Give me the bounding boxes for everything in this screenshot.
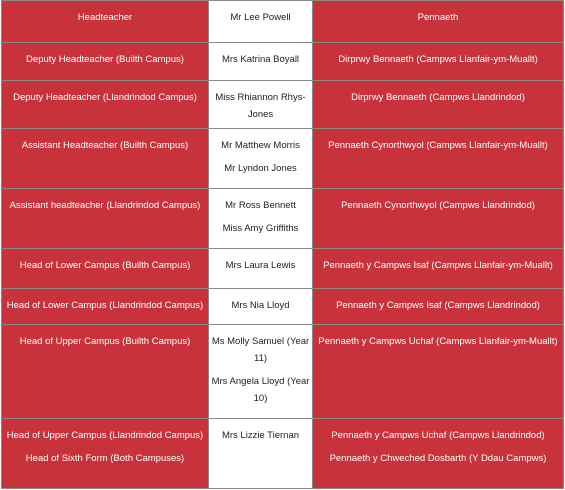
table-row xyxy=(2,249,564,289)
role-en-cell xyxy=(2,419,209,489)
role-cy-cell xyxy=(313,189,564,249)
staff-name: Mr Matthew Morris xyxy=(221,140,300,151)
staff-table-body xyxy=(2,1,564,489)
role-en-cell xyxy=(2,43,209,81)
role-cy-cell xyxy=(313,43,564,81)
staff-name: Mrs Katrina Boyall xyxy=(221,54,300,65)
staff-name: Miss Amy Griffiths xyxy=(222,223,299,234)
role-en-cell xyxy=(2,249,209,289)
staff-name: Ms Molly Samuel (Year 11) xyxy=(211,336,310,364)
role-en-text: Head of Upper Campus (Llandrindod Campus) xyxy=(6,430,204,441)
names-cell xyxy=(209,1,313,43)
role-cy-cell xyxy=(313,129,564,189)
role-cy-text: Pennaeth y Campws Isaf (Campws Llanfair-ym-Muallt) xyxy=(323,260,553,271)
role-cy-cell xyxy=(313,249,564,289)
role-en-text: Assistant headteacher (Llandrindod Campus) xyxy=(9,200,201,211)
role-en-text: Assistant Headteacher (Builth Campus) xyxy=(21,140,189,151)
table-row xyxy=(2,189,564,249)
table-row xyxy=(2,1,564,43)
role-cy-text: Pennaeth Cynorthwyol (Campws Llanfair-ym-Muallt) xyxy=(328,140,548,151)
staff-name: Mrs Laura Lewis xyxy=(225,260,296,271)
staff-name: Mr Ross Bennett xyxy=(225,200,296,211)
role-en-text: Head of Lower Campus (Llandrindod Campus) xyxy=(6,300,204,311)
table-row xyxy=(2,325,564,419)
role-en-text: Head of Sixth Form (Both Campuses) xyxy=(25,453,185,464)
role-cy-text: Pennaeth Cynorthwyol (Campws Llandrindod) xyxy=(341,200,535,211)
role-en-cell xyxy=(2,325,209,419)
staff-name: Mr Lee Powell xyxy=(230,12,291,23)
role-cy-text: Pennaeth y Campws Uchaf (Campws Llandrindod) xyxy=(331,430,545,441)
table-row xyxy=(2,419,564,489)
staff-name: Mrs Angela Lloyd (Year 10) xyxy=(211,376,310,404)
role-en-cell xyxy=(2,289,209,325)
names-cell xyxy=(209,419,313,489)
role-cy-text: Pennaeth y Chweched Dosbarth (Y Ddau Campws) xyxy=(329,453,547,464)
names-cell xyxy=(209,325,313,419)
names-cell xyxy=(209,129,313,189)
staff-table xyxy=(1,0,564,489)
role-en-cell xyxy=(2,1,209,43)
role-cy-cell xyxy=(313,325,564,419)
table-row xyxy=(2,43,564,81)
table-row xyxy=(2,129,564,189)
staff-name: Mr Lyndon Jones xyxy=(224,163,297,174)
role-cy-text: Pennaeth xyxy=(417,12,459,23)
role-cy-cell xyxy=(313,419,564,489)
names-cell xyxy=(209,81,313,129)
role-en-text: Headteacher xyxy=(77,12,133,23)
role-cy-text: Dirprwy Bennaeth (Campws Llanfair-ym-Muallt) xyxy=(338,54,538,65)
role-en-cell xyxy=(2,189,209,249)
role-en-text: Deputy Headteacher (Builth Campus) xyxy=(26,54,184,65)
role-en-cell xyxy=(2,81,209,129)
staff-name: Miss Rhiannon Rhys-Jones xyxy=(215,92,306,120)
table-row xyxy=(2,289,564,325)
table-row xyxy=(2,81,564,129)
role-cy-cell xyxy=(313,1,564,43)
names-cell xyxy=(209,289,313,325)
staff-name: Mrs Lizzie Tiernan xyxy=(221,430,300,441)
names-cell xyxy=(209,43,313,81)
staff-name: Mrs Nia Lloyd xyxy=(231,300,290,311)
role-cy-text: Dirprwy Bennaeth (Campws Llandrindod) xyxy=(351,92,525,103)
role-en-cell xyxy=(2,129,209,189)
role-cy-cell xyxy=(313,81,564,129)
role-cy-cell xyxy=(313,289,564,325)
role-cy-text: Pennaeth y Campws Uchaf (Campws Llanfair-ym-Muallt) xyxy=(318,336,558,347)
role-cy-text: Pennaeth y Campws Isaf (Campws Llandrindod) xyxy=(336,300,540,311)
names-cell xyxy=(209,189,313,249)
role-en-text: Head of Lower Campus (Builth Campus) xyxy=(19,260,191,271)
names-cell xyxy=(209,249,313,289)
role-en-text: Head of Upper Campus (Builth Campus) xyxy=(19,336,191,347)
role-en-text: Deputy Headteacher (Llandrindod Campus) xyxy=(13,92,197,103)
